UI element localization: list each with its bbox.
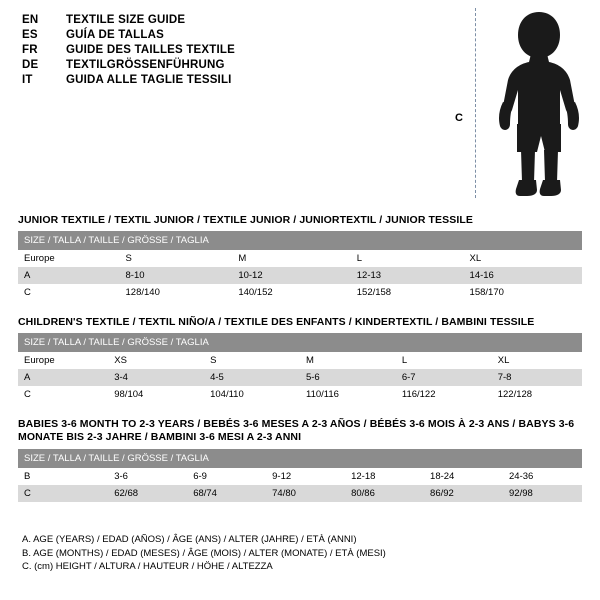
cell: XS: [108, 352, 204, 369]
section-babies-textile: [18, 418, 582, 502]
cell: 80/86: [345, 485, 424, 502]
language-title: GUIDE DES TAILLES TEXTILE: [66, 44, 235, 56]
language-code: FR: [22, 44, 38, 56]
cell: 3-4: [108, 369, 204, 386]
children-size-table: [18, 333, 582, 403]
cell: M: [232, 250, 350, 267]
cell: 5-6: [300, 369, 396, 386]
language-title: TEXTILGRÖSSENFÜHRUNG: [66, 59, 225, 71]
row-label: C: [18, 485, 108, 502]
cell: 12-13: [351, 267, 464, 284]
cell: 110/116: [300, 386, 396, 403]
cell: 98/104: [108, 386, 204, 403]
table-row: [18, 468, 582, 485]
language-title: GUÍA DE TALLAS: [66, 29, 164, 41]
cell: XL: [464, 250, 582, 267]
language-code: EN: [22, 14, 39, 26]
row-label: C: [18, 284, 120, 301]
section-title: JUNIOR TEXTILE / TEXTIL JUNIOR / TEXTILE JUNIOR / JUNIORTEXTIL / JUNIOR TESSILE: [18, 214, 473, 226]
section-junior-textile: [18, 214, 582, 301]
cell: 128/140: [120, 284, 233, 301]
cell: 8-10: [120, 267, 233, 284]
cell: 7-8: [492, 369, 582, 386]
row-label: C: [18, 386, 108, 403]
cell: L: [351, 250, 464, 267]
section-title: BABIES 3-6 MONTH TO 2-3 YEARS / BEBÉS 3-6 MESES A 2-3 AÑOS / BÉBÉS 3-6 MOIS À 2-3 ANS / BABYS 3-6 MONATE BIS 2-3 JAHRE / BAMBINI 3-6 MESI A 2-3 ANNI: [18, 418, 575, 443]
table-row: [18, 386, 582, 403]
language-code: IT: [22, 74, 33, 86]
table-head-row: [18, 449, 582, 468]
cell: 62/68: [108, 485, 187, 502]
babies-size-table: [18, 449, 582, 502]
cell: 116/122: [396, 386, 492, 403]
size-header-label: SIZE / TALLA / TAILLE / GRÖSSE / TAGLIA: [18, 449, 582, 468]
table-head-row: [18, 333, 582, 352]
cell: 6-7: [396, 369, 492, 386]
cell: XL: [492, 352, 582, 369]
language-row: [22, 14, 442, 26]
baby-silhouette-icon: [493, 10, 585, 200]
cell: M: [300, 352, 396, 369]
junior-size-table: [18, 231, 582, 301]
cell: 6-9: [187, 468, 266, 485]
table-row: [18, 284, 582, 301]
size-header-label: SIZE / TALLA / TAILLE / GRÖSSE / TAGLIA: [18, 231, 582, 250]
cell: 104/110: [204, 386, 300, 403]
table-row: [18, 485, 582, 502]
row-label: Europe: [18, 352, 108, 369]
measurement-figure: [455, 8, 585, 203]
cell: 9-12: [266, 468, 345, 485]
table-head-row: [18, 231, 582, 250]
size-header-label: SIZE / TALLA / TAILLE / GRÖSSE / TAGLIA: [18, 333, 582, 352]
language-row: [22, 44, 442, 56]
measure-label-c: C: [455, 112, 463, 124]
legend-line: A. AGE (YEARS) / EDAD (AÑOS) / ÂGE (ANS) / ALTER (JAHRE) / ETÀ (ANNI): [22, 534, 357, 545]
table-row: [18, 352, 582, 369]
legend-block: [22, 533, 562, 574]
language-title: GUIDA ALLE TAGLIE TESSILI: [66, 74, 232, 86]
cell: 3-6: [108, 468, 187, 485]
cell: 4-5: [204, 369, 300, 386]
cell: 68/74: [187, 485, 266, 502]
section-children-textile: [18, 316, 582, 403]
language-row: [22, 74, 442, 86]
language-code: DE: [22, 59, 39, 71]
cell: S: [204, 352, 300, 369]
legend-line: C. (cm) HEIGHT / ALTURA / HAUTEUR / HÖHE / ALTEZZA: [22, 561, 273, 572]
table-row: [18, 250, 582, 267]
cell: 140/152: [232, 284, 350, 301]
cell: 122/128: [492, 386, 582, 403]
language-title: TEXTILE SIZE GUIDE: [66, 14, 186, 26]
table-row: [18, 267, 582, 284]
language-row: [22, 59, 442, 71]
cell: 12-18: [345, 468, 424, 485]
row-label: B: [18, 468, 108, 485]
row-label: A: [18, 369, 108, 386]
cell: 14-16: [464, 267, 582, 284]
cell: 74/80: [266, 485, 345, 502]
section-title: CHILDREN'S TEXTILE / TEXTIL NIÑO/A / TEXTILE DES ENFANTS / KINDERTEXTIL / BAMBINI TESSILE: [18, 316, 535, 328]
cell: 86/92: [424, 485, 503, 502]
cell: 158/170: [464, 284, 582, 301]
cell: 24-36: [503, 468, 582, 485]
row-label: Europe: [18, 250, 120, 267]
table-row: [18, 369, 582, 386]
language-row: [22, 29, 442, 41]
cell: 92/98: [503, 485, 582, 502]
cell: 18-24: [424, 468, 503, 485]
cell: S: [120, 250, 233, 267]
language-code: ES: [22, 29, 38, 41]
cell: L: [396, 352, 492, 369]
cell: 152/158: [351, 284, 464, 301]
height-measure-line: [475, 8, 476, 198]
cell: 10-12: [232, 267, 350, 284]
language-title-block: [22, 14, 442, 89]
legend-line: B. AGE (MONTHS) / EDAD (MESES) / ÂGE (MOIS) / ALTER (MONATE) / ETÀ (MESI): [22, 547, 386, 559]
row-label: A: [18, 267, 120, 284]
